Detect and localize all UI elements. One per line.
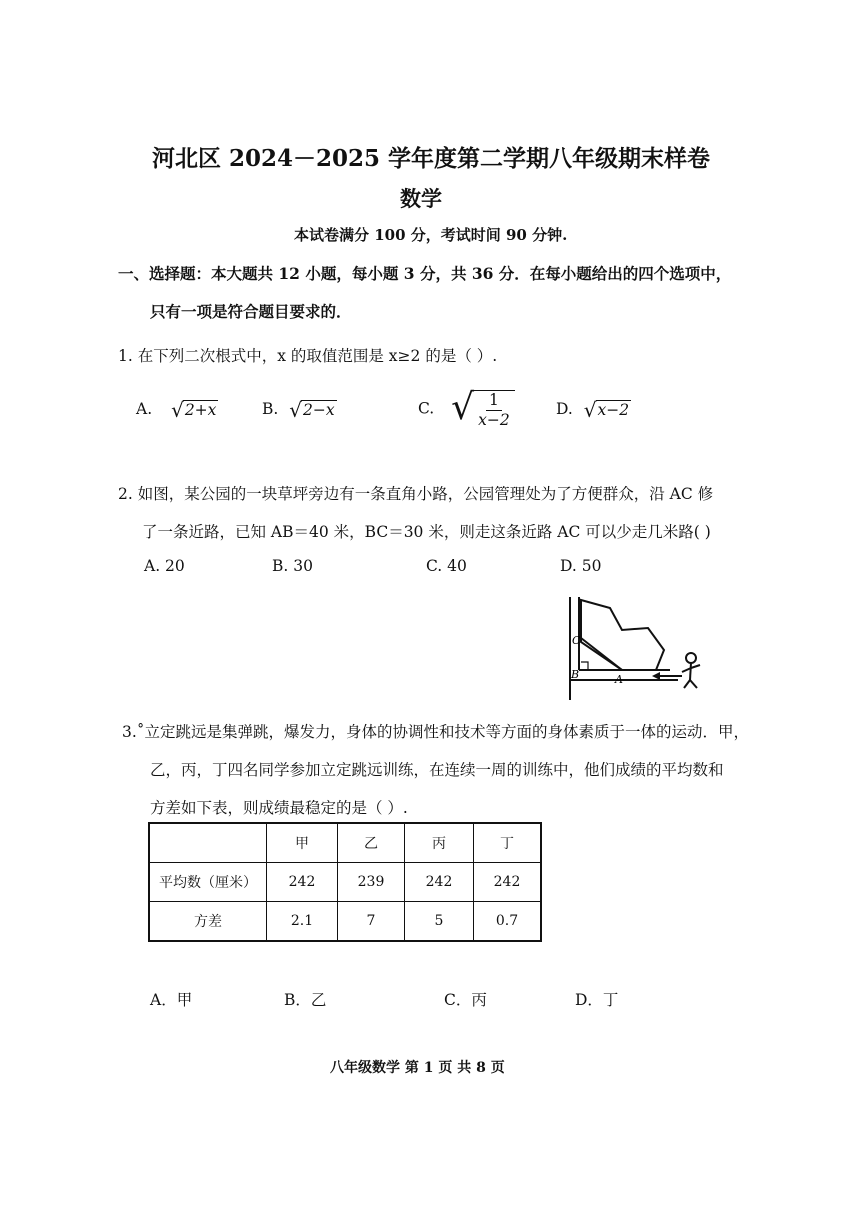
table-header-cell: 丙	[405, 823, 474, 863]
q3-option-c: C．丙	[444, 991, 487, 1009]
q1-option-d	[556, 400, 631, 420]
section-1-instruction-line2: 只有一项是符合题目要求的．	[150, 302, 352, 321]
q1-option-a-radicand: 2+x	[184, 401, 217, 419]
q1-option-a-radical: √ 2+x	[171, 398, 217, 422]
q1-option-b	[262, 400, 337, 420]
shortcut-ac	[581, 638, 622, 670]
question-2-line1: 2. 如图，某公园的一块草坪旁边有一条直角小路，公园管理处为了方便群众，沿 AC 修	[118, 485, 714, 503]
lawn-outline	[581, 600, 664, 670]
q1-option-c-denominator: x−2	[478, 410, 510, 429]
table-row	[149, 863, 541, 902]
q1-option-b-radicand: 2−x	[303, 401, 335, 419]
table-cell: 方差	[149, 902, 267, 942]
table-header-row	[149, 823, 541, 863]
q1-option-a	[136, 400, 218, 420]
table-cell: 242	[405, 863, 474, 902]
label-c: C	[572, 634, 581, 647]
q1-option-d-radical: √ x−2	[583, 398, 630, 422]
q3-option-b: B．乙	[284, 991, 327, 1009]
q2-option-a: A. 20	[144, 557, 185, 575]
q1-option-b-label: B.	[262, 400, 279, 418]
exam-note: 本试卷满分 100 分，考试时间 90 分钟.	[294, 226, 568, 244]
question-1-stem: 1. 在下列二次根式中，x 的取值范围是 x≥2 的是（ ）.	[118, 347, 498, 365]
table-cell: 242	[267, 863, 338, 902]
q2-option-b: B. 30	[272, 557, 313, 575]
table-cell: 5	[405, 902, 474, 942]
q1-option-c	[418, 387, 515, 429]
page-footer: 八年级数学 第 1 页 共 8 页	[330, 1060, 505, 1076]
park-path-figure	[560, 592, 720, 702]
table-header-cell: 乙	[338, 823, 405, 863]
table-cell: 242	[474, 863, 542, 902]
table-header-cell	[149, 823, 267, 863]
table-cell: 2.1	[267, 902, 338, 942]
q1-option-d-label: D.	[556, 400, 573, 418]
q1-option-c-label: C.	[418, 399, 435, 418]
label-b: B	[571, 668, 580, 681]
score-table	[148, 822, 542, 942]
q3-option-a: A．甲	[150, 991, 193, 1009]
table-cell: 239	[338, 863, 405, 902]
subject-title: 数学	[400, 186, 442, 211]
label-a: A	[615, 673, 623, 686]
q1-option-b-radical: √ 2−x	[289, 398, 335, 422]
table-header-cell: 甲	[267, 823, 338, 863]
question-3-line2: 乙，丙，丁四名同学参加立定跳远训练，在连续一周的训练中，他们成绩的平均数和	[150, 761, 724, 779]
section-1-instruction-line1: 一、选择题：本大题共 12 小题，每小题 3 分，共 36 分．在每小题给出的四个选项中，	[118, 264, 732, 283]
table-cell: 7	[338, 902, 405, 942]
person-icon	[682, 653, 700, 688]
q1-option-a-label: A.	[136, 400, 153, 418]
q2-option-d: D. 50	[560, 557, 602, 575]
question-3-line3: 方差如下表，则成绩最稳定的是（ ）.	[150, 799, 408, 817]
q1-option-d-radicand: x−2	[597, 401, 630, 419]
table-header-cell: 丁	[474, 823, 542, 863]
table-row	[149, 902, 541, 942]
table-cell: 平均数（厘米）	[149, 863, 267, 902]
question-3-line1: 3.˚立定跳远是集弹跳，爆发力，身体的协调性和技术等方面的身体素质于一体的运动．甲，	[122, 723, 750, 741]
q1-option-c-fraction	[475, 391, 513, 429]
q1-option-c-radical: √ $\frac{1}{x-2}$	[451, 390, 515, 429]
q2-option-c: C. 40	[426, 557, 467, 575]
q1-option-c-numerator: 1	[486, 391, 502, 411]
question-2-line2: 了一条近路，已知 AB＝40 米，BC＝30 米，则走这条近路 AC 可以少走几米路( )	[142, 523, 711, 541]
table-cell: 0.7	[474, 902, 542, 942]
exam-title: 河北区 2024－2025 学年度第二学期八年级期末样卷	[152, 145, 711, 172]
right-angle-mark	[581, 662, 588, 670]
q3-option-d: D．丁	[575, 991, 619, 1009]
